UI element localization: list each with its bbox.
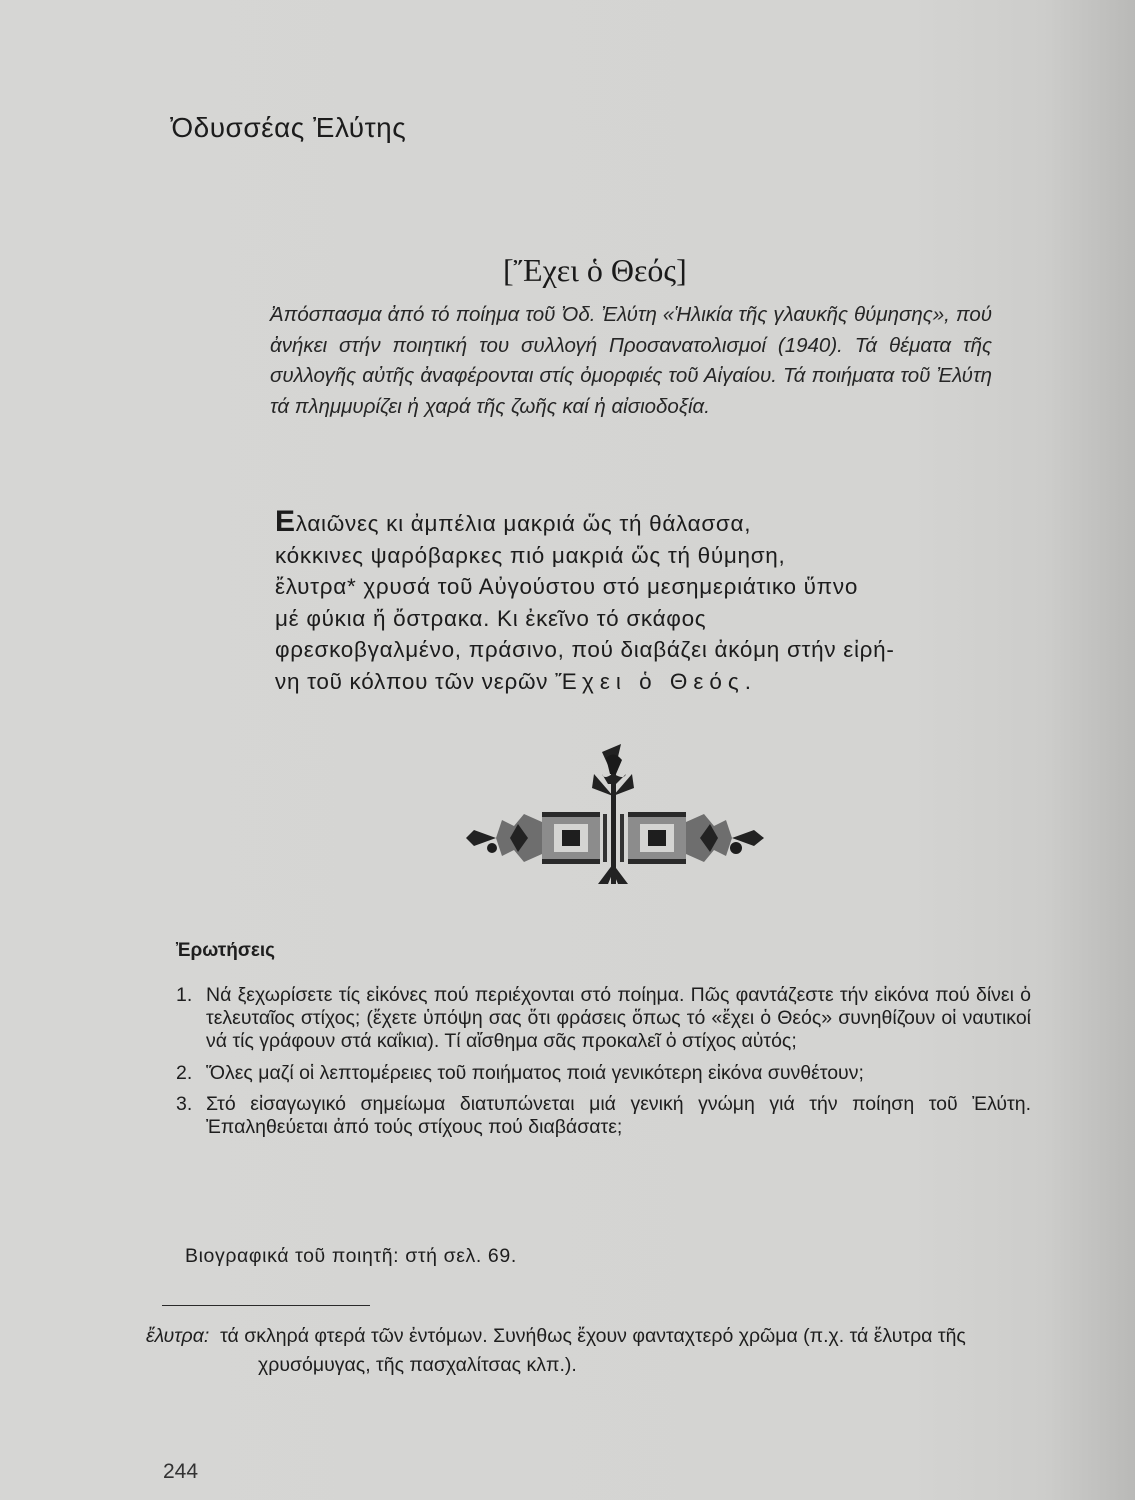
question-item (176, 984, 1031, 1054)
questions-heading: Ἐρωτήσεις (176, 940, 276, 961)
page-number: 244 (163, 1460, 199, 1483)
poem-line-4: μέ φύκια ἤ ὄστρακα. Κι ἐκεῖνο τό σκάφος (275, 605, 707, 631)
question-number: 1. (176, 984, 193, 1006)
poem-line-6-end: Ἔχει ὁ Θεός. (555, 668, 758, 694)
question-number: 3. (176, 1092, 193, 1115)
poem-line-1 (275, 505, 1015, 540)
question-text: Ὅλες μαζί οἱ λεπτομέρειες τοῦ ποιήματος ποιά γενικότερη εἰκόνα συνθέτουν; (206, 1061, 864, 1084)
author-heading: Ὀδυσσέας Ἐλύτης (170, 112, 407, 143)
intro-paragraph: Ἀπόσπασμα ἀπό τό ποίημα τοῦ Ὀδ. Ἐλύτη «Ἡλικία τῆς γλαυκῆς θύμησης», πού ἀνήκει στήν ποιητική του συλλογή Προσανατολισμοί (1940). Τά θέματα τῆς συλλογῆς αὐτῆς ἀναφέρονται στίς ὀμορφιές τοῦ Αἰγαίου. Τά ποιήματα τοῦ Ἐλύτη τά πλημμυρίζει ἡ χαρά τῆς ζωῆς καί ἡ αἰσιοδοξία. (270, 303, 992, 418)
footnote (146, 1322, 1018, 1380)
decorative-ornament-icon (466, 744, 764, 886)
footnote-text: τά σκληρά φτερά τῶν ἐντόμων. Συνήθως ἔχουν φανταχτερό χρῶμα (π.χ. τά ἔλυτρα τῆς χρυσόμυγας, τῆς πασχαλίτσας κλπ.). (220, 1325, 966, 1376)
biography-reference: Βιογραφικά τοῦ ποιητῆ: στή σελ. 69. (185, 1245, 517, 1267)
poem-line-5: φρεσκοβγαλμένο, πράσινο, πού διαβάζει ἀκόμη στήν εἰρή- (275, 637, 895, 662)
poem-line-3: ἔλυτρα* χρυσά τοῦ Αὐγούστου στό μεσημεριάτικο ὕπνο (275, 574, 859, 599)
poem-line-6-start: νη τοῦ κόλπου τῶν νερῶν (275, 668, 549, 694)
question-text: Νά ξεχωρίσετε τίς εἰκόνες πού περιέχονται στό ποίημα. Πῶς φαντάζεστε τήν εἰκόνα πού δίνει ὁ τελευταῖος στίχος; (ἔχετε ὑπόψη σας ὅτι φράσεις ὅπως τό «ἔχει ὁ Θεός» συνηθίζουν οἱ ναυτικοί νά τίς γράφουν στά καΐκια). Τί αἴσθημα σᾶς προκαλεῖ ὁ στίχος αὐτός; (206, 984, 1031, 1053)
questions-list (176, 984, 1031, 1147)
question-item (176, 1062, 1031, 1085)
question-item (176, 1093, 1031, 1139)
poem-line-6 (275, 666, 1015, 698)
poem-text (275, 505, 1015, 697)
poem-title: [Ἔχει ὁ Θεός] (503, 252, 687, 288)
question-number: 2. (176, 1061, 193, 1084)
poem-line-1-text: λαιῶνες κι ἀμπέλια μακριά ὥς τή θάλασσα, (295, 511, 752, 536)
footnote-term: ἔλυτρα: (146, 1325, 210, 1347)
question-text: Στό εἰσαγωγικό σημείωμα διατυπώνεται μιά γενική γνώμη γιά τήν ποίηση τοῦ Ἐλύτη. Ἐπαληθεύεται ἀπό τούς στίχους πού διαβάσατε; (206, 1092, 1031, 1139)
footnote-divider (162, 1305, 370, 1306)
poem-dropcap: Ε (275, 505, 296, 538)
poem-line-2: κόκκινες ψαρόβαρκες πιό μακριά ὥς τή θύμηση, (275, 542, 786, 568)
